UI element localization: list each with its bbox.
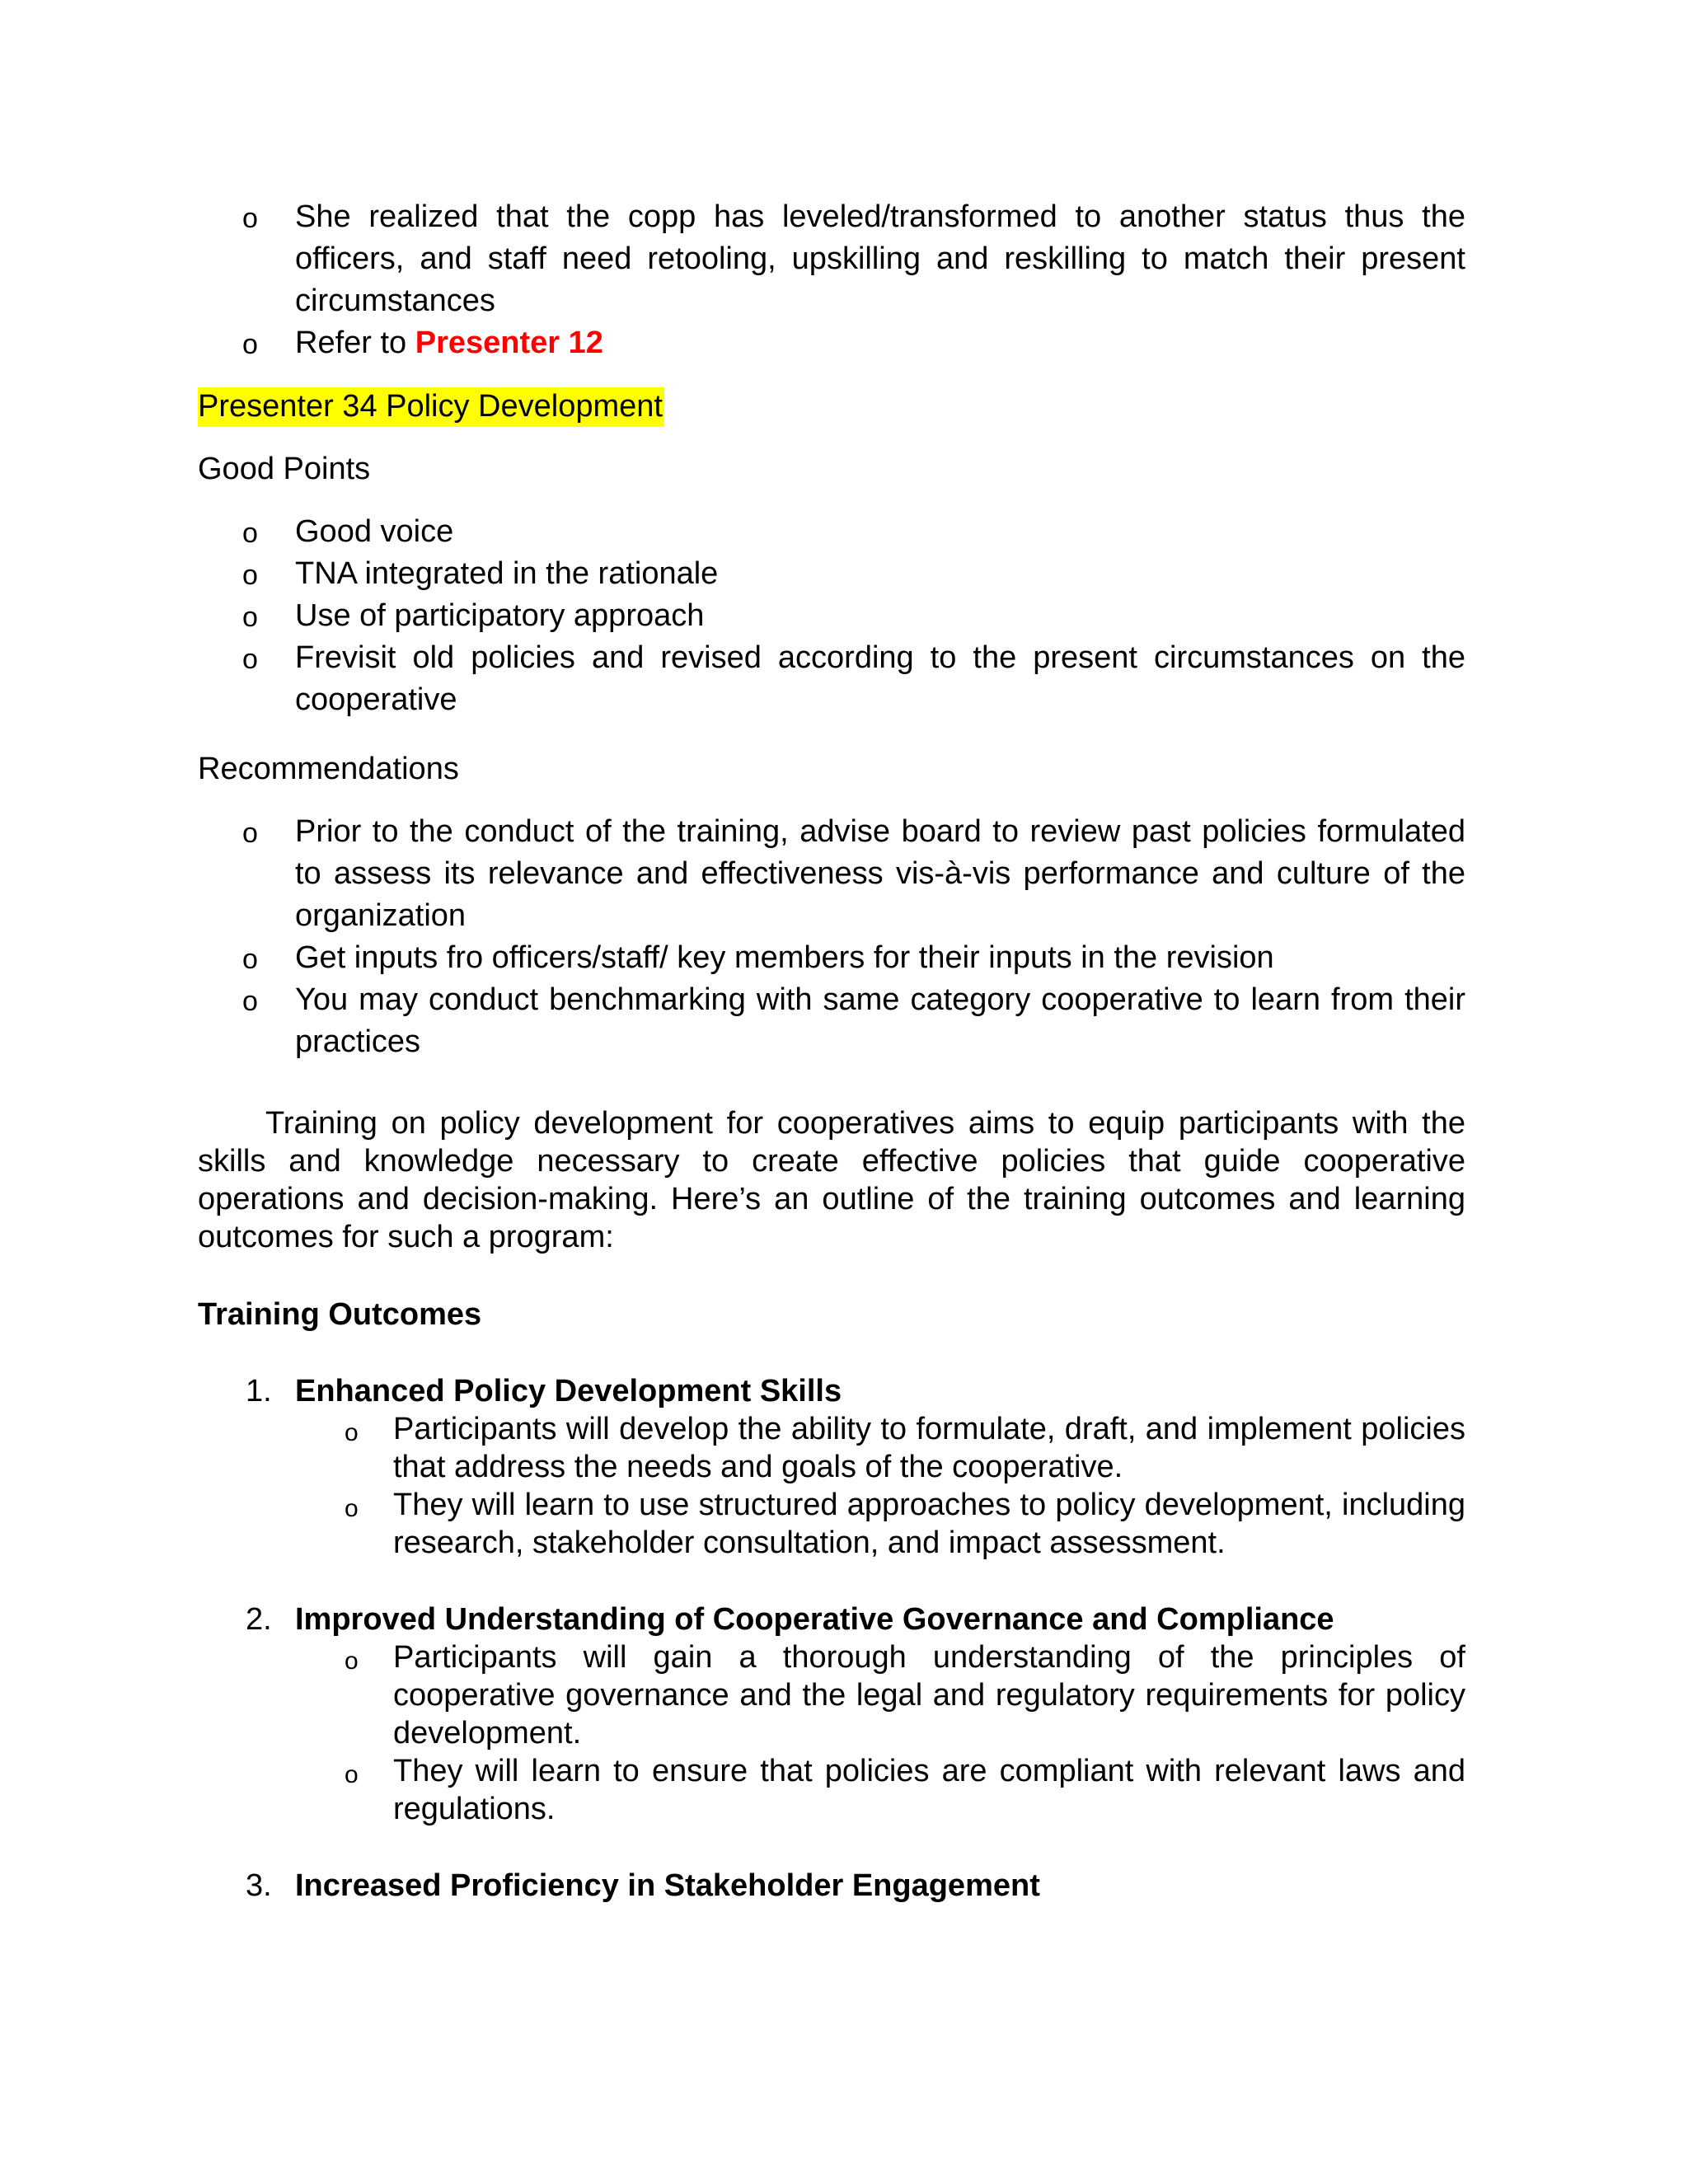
recommendations-label: Recommendations: [198, 752, 459, 786]
list-item: [198, 196, 1465, 322]
bullet-marker: o: [242, 644, 258, 675]
list-item: [198, 1752, 1465, 1828]
outcome-title: Increased Proficiency in Stakeholder Engagement: [295, 1868, 1040, 1903]
outcome-number: 3.: [246, 1868, 272, 1903]
recommendations-list: [198, 811, 1465, 1063]
list-item: [198, 553, 1465, 595]
bullet-marker: o: [242, 518, 258, 549]
bullet-marker: o: [242, 329, 258, 360]
list-item-text: Frevisit old policies and revised according to the present circumstances on the cooperative: [295, 640, 1465, 717]
bullet-marker: o: [345, 1419, 359, 1446]
list-item: [198, 1638, 1465, 1752]
list-item: [198, 979, 1465, 1063]
list-item-text: Prior to the conduct of the training, advise board to review past policies formulated to assess its relevance and effectiveness vis-à-vis performance and culture of the organization: [295, 814, 1465, 933]
list-item: [198, 322, 1465, 364]
list-item-text: Use of participatory approach: [295, 598, 705, 633]
training-outcomes-heading: Training Outcomes: [198, 1297, 482, 1332]
refer-prefix: Refer to: [295, 326, 415, 360]
outcome-number: 2.: [246, 1602, 272, 1637]
outcome-number: 1.: [246, 1374, 272, 1408]
list-item: [198, 1410, 1465, 1486]
outcome-item-1: [198, 1372, 1465, 1562]
list-item-text: You may conduct benchmarking with same category cooperative to learn from their practices: [295, 982, 1465, 1059]
list-item-text: They will learn to ensure that policies are compliant with relevant laws and regulations.: [393, 1754, 1465, 1826]
bullet-marker: o: [242, 818, 258, 849]
bullet-marker: o: [242, 203, 258, 234]
bullet-marker: o: [242, 602, 258, 633]
list-item-text: [295, 322, 1465, 364]
list-item: [198, 811, 1465, 937]
bullet-marker: o: [345, 1761, 359, 1788]
list-item-text: Participants will gain a thorough understanding of the principles of cooperative governance and the legal and regulatory requirements for policy development.: [393, 1640, 1465, 1750]
list-item-text: She realized that the copp has leveled/transformed to another status thus the officers, and staff need retooling, upskilling and reskilling to match their present circumstances: [295, 199, 1465, 318]
top-bullet-list: [198, 196, 1465, 364]
outcome-title-row: [198, 1601, 1465, 1638]
bullet-marker: o: [242, 944, 258, 975]
list-item: [198, 511, 1465, 553]
list-item-text: Good voice: [295, 514, 454, 549]
bullet-marker: o: [345, 1647, 359, 1675]
list-item: [198, 1486, 1465, 1562]
outcome-item-3: [198, 1867, 1465, 1905]
list-item-text: TNA integrated in the rationale: [295, 556, 719, 591]
presenter-heading: [198, 386, 1465, 428]
presenter-reference: Presenter 12: [415, 326, 603, 360]
outcome-title-row: [198, 1867, 1465, 1905]
list-item: [198, 637, 1465, 721]
list-item-text: Get inputs fro officers/staff/ key members for their inputs in the revision: [295, 940, 1274, 975]
list-item-text: They will learn to use structured approaches to policy development, including research, stakeholder consultation, and impact assessment.: [393, 1488, 1465, 1560]
outcome-bullets: [198, 1410, 1465, 1562]
good-points-label: Good Points: [198, 452, 371, 486]
outcome-bullets: [198, 1638, 1465, 1828]
list-item: [198, 937, 1465, 979]
list-item: [198, 595, 1465, 637]
good-points-list: [198, 511, 1465, 721]
bullet-marker: o: [242, 986, 258, 1017]
intro-paragraph: Training on policy development for cooperatives aims to equip participants with the skills and knowledge necessary to create effective policies that guide cooperative operations and decision-making. Here’s an outline of the training outcomes and learning outcomes for such a program:: [198, 1106, 1465, 1254]
outcome-title: Enhanced Policy Development Skills: [295, 1374, 842, 1408]
bullet-marker: o: [345, 1495, 359, 1522]
list-item-text: Participants will develop the ability to formulate, draft, and implement policies that address the needs and goals of the cooperative.: [393, 1412, 1465, 1484]
outcome-title-row: [198, 1372, 1465, 1410]
bullet-marker: o: [242, 560, 258, 591]
outcome-title: Improved Understanding of Cooperative Governance and Compliance: [295, 1602, 1334, 1637]
presenter-heading-text: Presenter 34 Policy Development: [198, 387, 664, 427]
outcome-item-2: [198, 1601, 1465, 1828]
